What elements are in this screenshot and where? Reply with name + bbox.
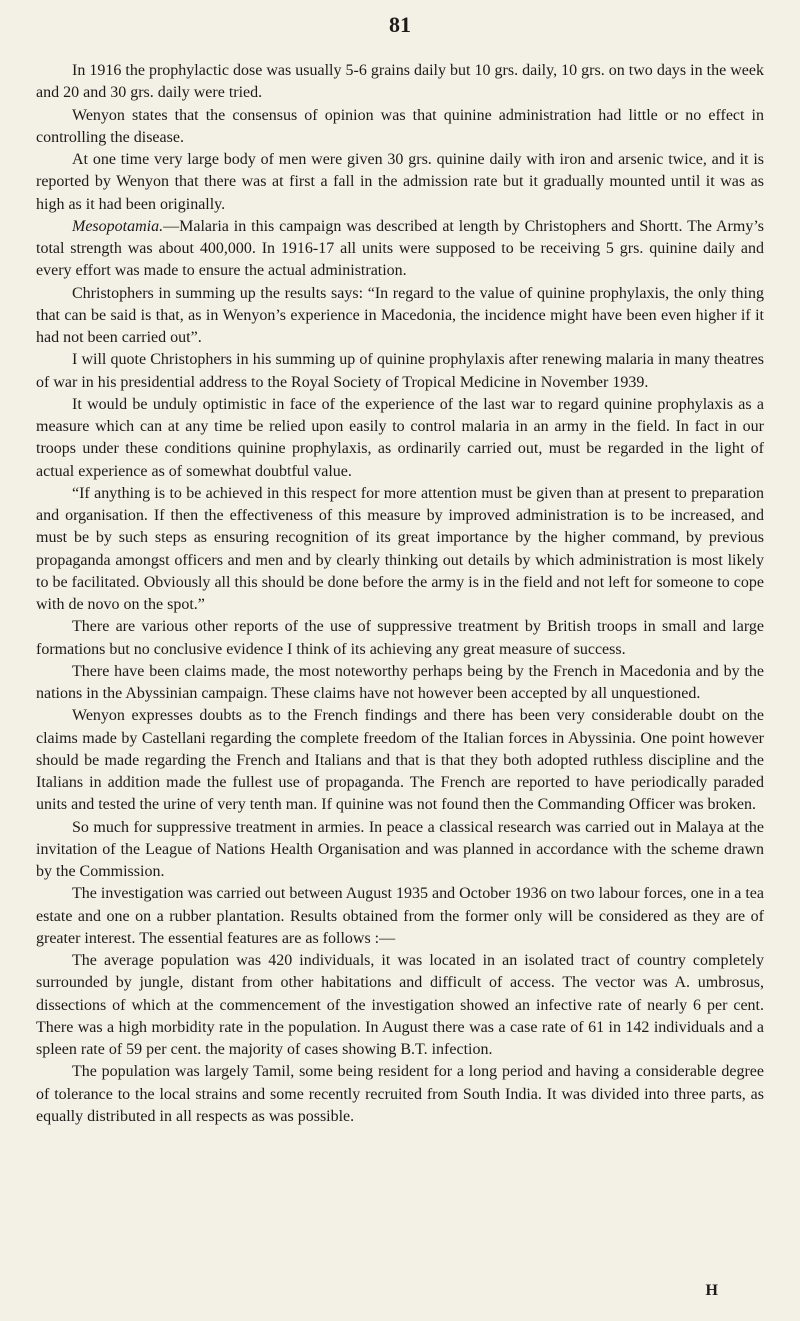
signature-mark: H [705, 1282, 718, 1299]
paragraph: Christophers in summing up the results says: “In regard to the value of quinine prophylaxis, the only thing that can be said is that, as in Wenyon’s experience in Macedonia, the incidence might have been even higher if it had not been carried out”. [36, 284, 764, 346]
paragraph: I will quote Christophers in his summing up of quinine prophylaxis after renewing malaria in many theatres of war in his presidential address to the Royal Society of Tropical Medicine in November 1939. [36, 351, 764, 391]
paragraph: In 1916 the prophylactic dose was usually 5-6 grains daily but 10 grs. daily, 10 grs. on two days in the week and 20 and 30 grs. daily were tried. [36, 62, 764, 102]
paragraph: The investigation was carried out between August 1935 and October 1936 on two labour forces, one in a tea estate and one on a rubber plantation. Results obtained from the former only will be considered as they are of greater interest. The essential features are as follows :— [36, 885, 764, 947]
page-number: 81 [389, 12, 411, 37]
paragraph: So much for suppressive treatment in armies. In peace a classical research was carried out in Malaya at the invitation of the League of Nations Health Organisation and was planned in accordance with the scheme drawn by the Commission. [36, 818, 764, 880]
paragraph-text: —Malaria in this campaign was described at length by Christophers and Shortt. The Army’s total strength was about 400,000. In 1916-17 all units were supposed to be receiving 5 grs. quinine daily and every effort was made to ensure the actual administration. [36, 217, 764, 280]
paragraph: “If anything is to be achieved in this respect for more attention must be given than at present to preparation and organisation. If then the effectiveness of this measure by improved administration is to be increased, and must be by such steps as ensuring recognition of its great importance by the higher command, by previous propaganda amongst officers and men and by clearly thinking out details by which administration is most likely to be facilitated. Obviously all this should be done before the army is in the field and not left for someone to cope with de novo on the spot.” [36, 484, 764, 613]
paragraph-lead: Mesopotamia. [72, 217, 164, 235]
paragraph: Wenyon states that the consensus of opinion was that quinine administration had little or no effect in controlling the disease. [36, 106, 764, 146]
paragraph: There are various other reports of the use of suppressive treatment by British troops in small and large formations but no conclusive evidence I think of its achieving any great measure of success. [36, 618, 764, 658]
body-text [36, 60, 764, 1128]
paragraph: Wenyon expresses doubts as to the French findings and there has been very considerable doubt on the claims made by Castellani regarding the complete freedom of the Italian forces in Abyssinia. One point however should be made regarding the French and Italians and that is that they both adopted ruthless discipline and the Italians in addition made the fullest use of propaganda. The French are reported to have periodically paraded units and tested the urine of very tenth man. If quinine was not found then the Commanding Officer was broken. [36, 707, 764, 814]
paragraph: The population was largely Tamil, some being resident for a long period and having a considerable degree of tolerance to the local strains and some recently recruited from South India. It was divided into three parts, as equally distributed in all respects as was possible. [36, 1063, 764, 1125]
paragraph: There have been claims made, the most noteworthy perhaps being by the French in Macedonia and by the nations in the Abyssinian campaign. These claims have not however been accepted by all unquestioned. [36, 662, 764, 702]
paragraph: At one time very large body of men were given 30 grs. quinine daily with iron and arsenic twice, and it is reported by Wenyon that there was at first a fall in the admission rate but it gradually mounted until it was as high as it had been originally. [36, 151, 764, 213]
paragraph-mesopotamia [36, 216, 764, 283]
paragraph: The average population was 420 individuals, it was located in an isolated tract of country completely surrounded by jungle, distant from other habitations and difficult of access. The vector was A. umbrosus, dissections of which at the commencement of the investigation showed an infective rate of nearly 6 per cent. There was a high morbidity rate in the population. In August there was a case rate of 61 in 142 individuals and a spleen rate of 59 per cent. the majority of cases showing B.T. infection. [36, 952, 764, 1058]
paragraph: It would be unduly optimistic in face of the experience of the last war to regard quinine prophylaxis as a measure which can at any time be relied upon easily to control malaria in an army in the field. In fact in our troops under these conditions quinine prophylaxis, as ordinarily carried out, must be regarded in the light of actual experience as of somewhat doubtful value. [36, 395, 764, 480]
